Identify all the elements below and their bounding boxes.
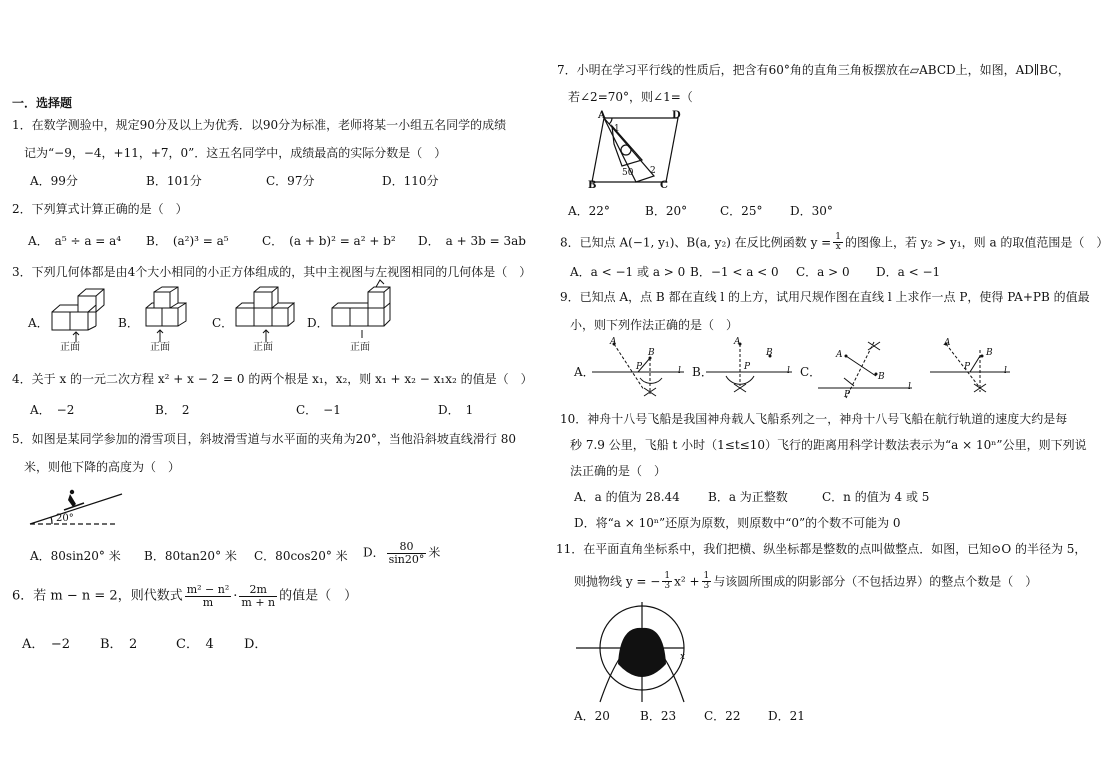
q7-label-a: A — [598, 110, 606, 121]
q1-option-d: D．110分 — [382, 174, 439, 188]
q7-option-b: B．20° — [645, 204, 688, 218]
q9-letter-c: C． — [800, 365, 822, 379]
q9d-point-a: A — [944, 338, 951, 348]
q6-stem — [12, 584, 357, 608]
q7-angle1-label: 1 — [614, 124, 620, 134]
q3-caption-c: 正面 — [253, 342, 273, 353]
q7-label-c: C — [660, 180, 668, 191]
q7-stem-line1: 7．小明在学习平行线的性质后，把含有60°角的直角三角板摆放在▱ABCD上，如图，AD∥BC， — [557, 63, 1070, 77]
q4-option-d: D． 1 — [438, 403, 474, 417]
q9b-point-p: P — [744, 362, 751, 372]
q9c-point-p: P — [844, 390, 851, 400]
q3-solid-c-figure — [232, 286, 302, 344]
q10-stem-line3: 法正确的是（ ） — [570, 464, 667, 478]
q9-construction-b-figure — [706, 336, 796, 402]
q9-letter-a: A． — [574, 365, 595, 379]
q11-stem-post: 与该圆所围成的阴影部分（不包括边界）的整点个数是（ ） — [713, 574, 1038, 589]
q6-fraction1-numerator: m² − n² — [186, 583, 230, 596]
q5-option-d-numerator: 80 — [387, 541, 427, 554]
q9d-point-p: P — [964, 362, 971, 372]
q5-option-c: C．80cos20° 米 — [254, 549, 348, 563]
q6-fraction2-denominator: m + n — [241, 595, 276, 609]
q1-option-a: A．99分 — [30, 174, 78, 188]
q11-stem-line2 — [574, 572, 1037, 592]
q9b-point-a: A — [734, 337, 741, 347]
q7-option-c: C．25° — [720, 204, 763, 218]
q7-label-b: B — [588, 180, 597, 191]
q8-fraction-numerator: 1 — [835, 232, 841, 242]
q4-option-b: B． 2 — [155, 403, 190, 417]
q5-option-d-denominator: sin20° — [388, 552, 425, 566]
q6-option-c: C． 4 — [176, 637, 214, 652]
q11-option-c: C．22 — [704, 709, 741, 723]
q8-option-a: A．a < −1 或 a > 0 — [570, 265, 686, 279]
q10-option-d: D．将“a × 10ⁿ”还原为原数，则原数中“0”的个数不可能为 0 — [574, 516, 901, 530]
q8-stem-pre: 8．已知点 A(−1, y₁)、B(a, y₂) 在反比例函数 y = — [560, 235, 832, 250]
q6-stem-post: 的值是（ ） — [279, 588, 358, 604]
q11-option-a: A．20 — [574, 709, 610, 723]
q3-caption-d: 正面 — [350, 342, 370, 353]
q2-option-c: C． (a + b)² = a² + b² — [262, 234, 396, 248]
q9a-point-b: B — [648, 348, 655, 358]
q10-stem-line2: 秒 7.9 公里，飞船 t 小时（1≤t≤10）飞行的距离用科学计数法表示为“a × 10ⁿ”公里，则下列说 — [570, 438, 1087, 452]
q2-option-b: B． (a²)³ = a⁵ — [146, 234, 229, 248]
q11-fraction2-denominator: 3 — [703, 581, 710, 592]
q9-letter-b: B． — [692, 365, 713, 379]
q3-letter-c: C． — [212, 316, 234, 330]
q8-stem-post: 的图像上，若 y₂ > y₁，则 a 的取值范围是（ ） — [844, 235, 1108, 250]
q6-option-b: B． 2 — [100, 637, 138, 652]
q9a-line-l: l — [678, 366, 681, 376]
q3-letter-d: D． — [307, 316, 329, 330]
q8-option-c: C．a > 0 — [796, 265, 850, 279]
q4-option-c: C． −1 — [296, 403, 341, 417]
q9d-line-l: l — [1004, 366, 1007, 376]
q5-option-b: B．80tan20° 米 — [144, 549, 237, 563]
q6-option-a: A． −2 — [22, 637, 71, 652]
q10-option-c: C．n 的值为 4 或 5 — [822, 490, 930, 504]
q5-option-a: A．80sin20° 米 — [30, 549, 121, 563]
q2-stem: 2．下列算式计算正确的是（ ） — [12, 202, 188, 216]
q3-solid-a-figure — [48, 286, 108, 344]
q11-axis-x-label: x — [680, 652, 686, 662]
q3-caption-b: 正面 — [150, 342, 170, 353]
q6-dot: · — [233, 588, 238, 604]
q2-option-d: D． a + 3b = 3ab — [418, 234, 526, 248]
q11-option-d: D．21 — [768, 709, 805, 723]
q9c-point-b: B — [878, 372, 885, 382]
q8-fraction-denominator: x — [835, 242, 841, 253]
q11-circle-parabola-figure — [576, 600, 686, 704]
q5-option-d-label: D． — [363, 545, 385, 560]
q7-option-d: D．30° — [790, 204, 833, 218]
q6-fraction1-denominator: m — [202, 595, 214, 609]
q6-stem-pre: 6．若 m − n = 2，则代数式 — [12, 588, 183, 604]
q11-stem-line1: 11．在平面直角坐标系中，我们把横、纵坐标都是整数的点叫做整点．如图，已知⊙O 的半径为 5， — [556, 542, 1087, 556]
q7-angle2-label: 2 — [650, 166, 656, 176]
q5-option-d — [363, 541, 440, 565]
q9a-point-p: P — [636, 362, 643, 372]
q9a-point-a: A — [610, 337, 617, 347]
q5-stem-line1: 5．如图是某同学参加的滑雪项目，斜坡滑雪道与水平面的夹角为20°，当他沿斜坡直线滑行 80 — [12, 432, 516, 446]
q4-option-a: A． −2 — [30, 403, 75, 417]
q3-solid-b-figure — [140, 286, 200, 344]
q10-stem-line1: 10．神舟十八号飞船是我国神舟载人飞船系列之一，神舟十八号飞船在航行轨道的速度大约是每 — [560, 412, 1068, 426]
q9c-point-a: A — [836, 350, 843, 360]
q7-fifty-label: 50 — [622, 168, 634, 178]
q5-slope-figure — [26, 484, 126, 530]
q6-fraction2-numerator: 2m — [239, 584, 277, 597]
q1-option-c: C．97分 — [266, 174, 315, 188]
q3-stem: 3．下列几何体都是由4个大小相同的小正方体组成的，其中主视图与左视图相同的几何体是（ ） — [12, 265, 532, 279]
q3-caption-a: 正面 — [60, 342, 80, 353]
q1-option-b: B．101分 — [146, 174, 202, 188]
q11-fraction1-numerator: 1 — [664, 571, 671, 581]
q8-option-d: D．a < −1 — [876, 265, 941, 279]
q10-option-a: A．a 的值为 28.44 — [574, 490, 680, 504]
section-title: 一．选择题 — [12, 96, 73, 110]
q11-stem-mid: x² + — [674, 574, 700, 589]
q3-letter-b: B． — [118, 316, 139, 330]
q3-solid-d-figure — [328, 278, 398, 344]
q3-letter-a: A． — [28, 316, 49, 330]
q5-angle-label: 20° — [56, 513, 74, 524]
q9-stem-line2: 小，则下列作法正确的是（ ） — [570, 318, 739, 332]
q7-option-a: A．22° — [568, 204, 610, 218]
q8-stem — [560, 233, 1108, 253]
q1-stem-line1: 1．在数学测验中，规定90分及以上为优秀．以90分为标准，老师将某一小组五名同学的成绩 — [12, 118, 507, 132]
q8-option-b: B．−1 < a < 0 — [690, 265, 779, 279]
q4-stem: 4．关于 x 的一元二次方程 x² + x − 2 = 0 的两个根是 x₁，x₂，则 x₁ + x₂ − x₁x₂ 的值是（ ） — [12, 372, 533, 386]
q9-construction-d-figure — [930, 336, 1014, 402]
q5-stem-line2: 米，则他下降的高度为（ ） — [24, 460, 181, 474]
q6-option-d: D． — [244, 637, 268, 652]
q2-option-a: A． a⁵ ÷ a = a⁴ — [28, 234, 122, 248]
q1-stem-line2: 记为“−9，−4，+11，+7，0”．这五名同学中，成绩最高的实际分数是（ ） — [24, 146, 447, 160]
q11-fraction2-numerator: 1 — [703, 571, 710, 581]
q11-fraction1-denominator: 3 — [664, 581, 671, 592]
q5-option-d-unit: 米 — [428, 545, 441, 560]
q9b-line-l: l — [787, 366, 790, 376]
q9-stem-line1: 9．已知点 A，点 B 都在直线 l 的上方，试用尺规作图在直线 l 上求作一点 P，使得 PA+PB 的值最 — [560, 290, 1090, 304]
q7-label-d: D — [672, 110, 681, 121]
q11-option-b: B．23 — [640, 709, 677, 723]
q9d-point-b: B — [986, 348, 993, 358]
q10-option-b: B．a 为正整数 — [708, 490, 788, 504]
q11-stem-pre: 则抛物线 y = − — [574, 574, 661, 589]
q9c-line-l: l — [908, 382, 911, 392]
q9b-point-b: B — [766, 348, 773, 358]
q7-stem-line2: 若∠2=70°，则∠1=（ — [568, 90, 693, 104]
